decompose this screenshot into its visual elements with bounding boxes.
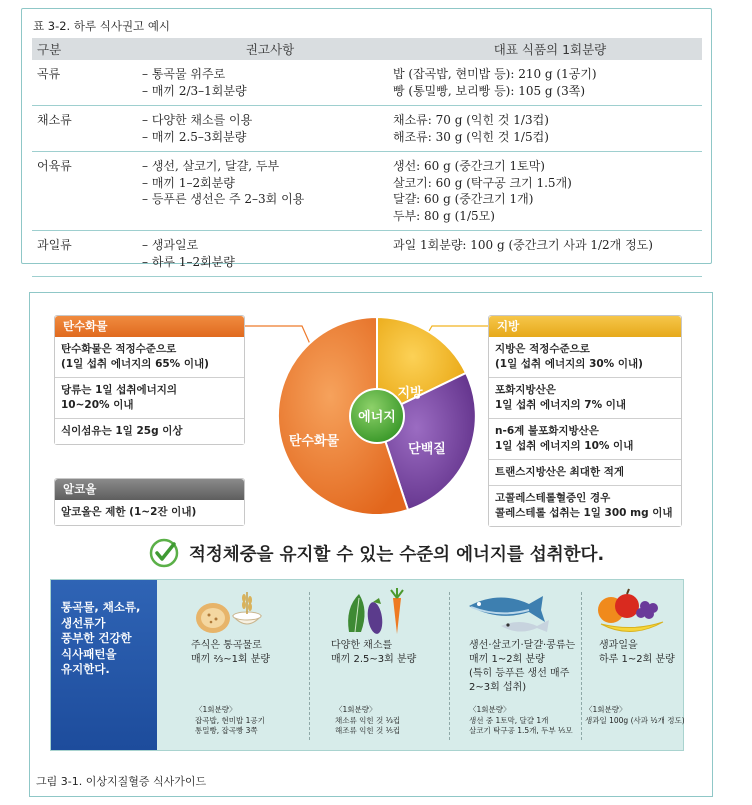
- pie-label-protein: 단백질: [408, 442, 446, 457]
- column-divider: [581, 592, 582, 740]
- advice-line: – 매끼 1–2회분량: [142, 175, 235, 190]
- item-line: 고콜레스테롤혈증인 경우: [495, 492, 611, 504]
- guide-column-fruit: [585, 580, 683, 750]
- main-line: 2~3회 섭취): [469, 682, 527, 693]
- portion-line: 과일 1회분량: 100 g (중간크기 사과 1/2개 정도): [393, 238, 653, 252]
- alcohol-item: [55, 500, 244, 525]
- side-line: 유지한다.: [61, 662, 110, 676]
- main-line: (특히 등푸른 생선 매주: [469, 668, 570, 679]
- table-caption: 표 3-2. 하루 식사권고 예시: [33, 19, 171, 33]
- item-line: n-6계 불포화지방산은: [495, 425, 599, 437]
- main-line: 다양한 채소를: [331, 640, 393, 651]
- fish-icon: [463, 588, 567, 636]
- category-cell: 채소류: [32, 106, 142, 152]
- portion-line: 채소류: 70 g (익힌 것 1/3컵): [393, 113, 549, 127]
- main-line: 매끼 ⅔~1회 분량: [191, 654, 271, 665]
- fruit-icon: [593, 588, 673, 636]
- header-category: 구분: [32, 38, 142, 60]
- serving-title: 〈1회분량〉: [335, 705, 377, 714]
- advice-line: – 생과일로: [142, 238, 199, 252]
- alcohol-panel: [54, 478, 245, 526]
- fat-item: [489, 460, 681, 486]
- column-divider: [449, 592, 450, 740]
- healthy-diet-guide-panel: [50, 579, 684, 751]
- serving-title: 〈1회분량〉: [585, 705, 627, 714]
- advice-cell: [142, 152, 393, 231]
- fat-item: [489, 337, 681, 378]
- carbohydrate-item: [55, 337, 244, 378]
- fat-item: [489, 419, 681, 460]
- category-cell: 과일류: [32, 231, 142, 277]
- item-line: 트랜스지방산은 최대한 적게: [495, 466, 625, 478]
- check-circle-icon: [149, 538, 179, 568]
- category-cell: 어육류: [32, 152, 142, 231]
- pie-label-carbohydrate: 탄수화물: [288, 434, 340, 449]
- table-row: [32, 231, 702, 277]
- table-row: [32, 152, 702, 231]
- portion-cell: [393, 106, 702, 152]
- category-cell: 곡류: [32, 60, 142, 106]
- guide-main-text: [469, 639, 575, 695]
- item-line: (1일 섭취 에너지의 30% 이내): [495, 358, 643, 370]
- advice-cell: [142, 106, 393, 152]
- column-divider: [309, 592, 310, 740]
- item-line: (1일 섭취 에너지의 65% 이내): [61, 358, 209, 370]
- guide-column-grains: [171, 580, 296, 750]
- guide-side-label: [51, 580, 157, 750]
- main-line: 생과일을: [599, 640, 638, 651]
- fat-panel: [488, 315, 682, 527]
- guide-serving: [195, 705, 265, 737]
- fat-item: [489, 486, 681, 526]
- portion-line: 살코기: 60 g (탁구공 크기 1.5개): [393, 175, 572, 190]
- carbohydrate-panel: [54, 315, 245, 445]
- fat-panel-title: 지방: [489, 316, 681, 337]
- advice-line: – 하루 1–2회분량: [142, 254, 235, 269]
- table-header-row: [32, 38, 702, 60]
- guide-column-fish: [455, 580, 583, 750]
- item-line: 1일 섭취 에너지의 10% 이내: [495, 440, 634, 452]
- item-line: 포화지방산은: [495, 384, 556, 396]
- side-line: 식사패턴을: [61, 646, 117, 661]
- vegetables-icon: [335, 588, 415, 636]
- advice-line: – 통곡물 위주로: [142, 67, 226, 81]
- guide-main-text: [599, 639, 675, 667]
- alcohol-panel-title: 알코올: [55, 479, 244, 500]
- diet-recommendation-table: [32, 38, 702, 277]
- item-line: 당류는 1일 섭취에너지의: [61, 384, 178, 396]
- guide-column-vegetables: [317, 580, 442, 750]
- portion-cell: [393, 152, 702, 231]
- serving-line: 생선 중 1토막, 달걀 1개: [469, 715, 549, 725]
- portion-line: 해조류: 30 g (익힌 것 1/5컵): [393, 129, 549, 144]
- side-line: 생선류가: [61, 615, 106, 630]
- side-line: 풍부한 건강한: [61, 631, 132, 645]
- serving-line: 잡곡밥, 현미밥 1공기: [195, 715, 265, 725]
- advice-line: – 다양한 채소를 이용: [142, 113, 253, 127]
- guide-serving: [469, 705, 573, 737]
- item-line: 지방은 적정수준으로: [495, 343, 590, 355]
- energy-pie: [276, 315, 478, 517]
- item-line: 10~20% 이내: [61, 399, 134, 411]
- pie-center-label: 에너지: [358, 410, 396, 425]
- item-line: 식이섬유는 1일 25g 이상: [61, 425, 183, 437]
- header-portion: 대표 식품의 1회분량: [393, 38, 702, 60]
- portion-line: 밥 (잡곡밥, 현미밥 등): 210 g (1공기): [393, 67, 597, 81]
- guide-serving: [585, 705, 685, 726]
- main-line: 매끼 1~2회 분량: [469, 654, 545, 665]
- advice-line: – 매끼 2/3–1회분량: [142, 83, 247, 98]
- main-line: 하루 1~2회 분량: [599, 654, 675, 665]
- advice-line: – 등푸른 생선은 주 2–3회 이용: [142, 192, 305, 206]
- advice-cell: [142, 231, 393, 277]
- serving-title: 〈1회분량〉: [195, 705, 237, 714]
- guide-main-text: [331, 639, 416, 667]
- table-row: [32, 60, 702, 106]
- serving-line: 통밀빵, 잡곡빵 3쪽: [195, 726, 258, 735]
- headline: [149, 538, 604, 568]
- carbohydrate-item: [55, 419, 244, 444]
- serving-title: 〈1회분량〉: [469, 705, 511, 714]
- headline-text: 적정체중을 유지할 수 있는 수준의 에너지를 섭취한다.: [189, 544, 605, 565]
- main-line: 생선·살코기·달걀·콩류는: [469, 640, 576, 651]
- portion-line: 달걀: 60 g (중간크기 1개): [393, 192, 534, 206]
- fat-item: [489, 378, 681, 419]
- side-line: 통곡물, 채소류,: [61, 600, 141, 614]
- diet-recommendation-table-box: [21, 8, 712, 269]
- portion-cell: [393, 231, 702, 277]
- portion-cell: [393, 60, 702, 106]
- advice-cell: [142, 60, 393, 106]
- diet-guide-figure: [29, 292, 713, 797]
- portion-line: 두부: 80 g (1/5모): [393, 208, 495, 223]
- item-line: 1일 섭취 에너지의 7% 이내: [495, 399, 627, 411]
- main-line: 주식은 통곡물로: [191, 640, 262, 651]
- portion-line: 생선: 60 g (중간크기 1토막): [393, 159, 545, 173]
- table-row: [32, 106, 702, 152]
- header-advice: 권고사항: [142, 38, 393, 60]
- pie-label-fat: 지방: [397, 386, 423, 401]
- item-line: 콜레스테롤 섭취는 1일 300 mg 이내: [495, 507, 673, 519]
- serving-line: 생과일 100g (사과 ½개 정도): [585, 715, 685, 725]
- figure-caption: 그림 3-1. 이상지질혈증 식사가이드: [36, 775, 207, 788]
- serving-line: 해조류 익힌 것 ⅕컵: [335, 726, 401, 735]
- item-line: 알코올은 제한 (1~2잔 이내): [61, 506, 197, 518]
- main-line: 매끼 2.5~3회 분량: [331, 654, 417, 665]
- grain-bread-icon: [189, 588, 269, 636]
- guide-serving: [335, 705, 400, 737]
- carbohydrate-item: [55, 378, 244, 419]
- carbohydrate-panel-title: 탄수화물: [55, 316, 244, 337]
- advice-line: – 매끼 2.5–3회분량: [142, 129, 247, 144]
- advice-line: – 생선, 살코기, 달걀, 두부: [142, 159, 280, 173]
- serving-line: 채소류 익힌 것 ⅓컵: [335, 715, 401, 725]
- portion-line: 빵 (통밀빵, 보리빵 등): 105 g (3쪽): [393, 83, 586, 98]
- guide-main-text: [191, 639, 270, 667]
- item-line: 탄수화물은 적정수준으로: [61, 343, 177, 355]
- serving-line: 살코기 탁구공 1.5개, 두부 ⅕모: [469, 726, 573, 735]
